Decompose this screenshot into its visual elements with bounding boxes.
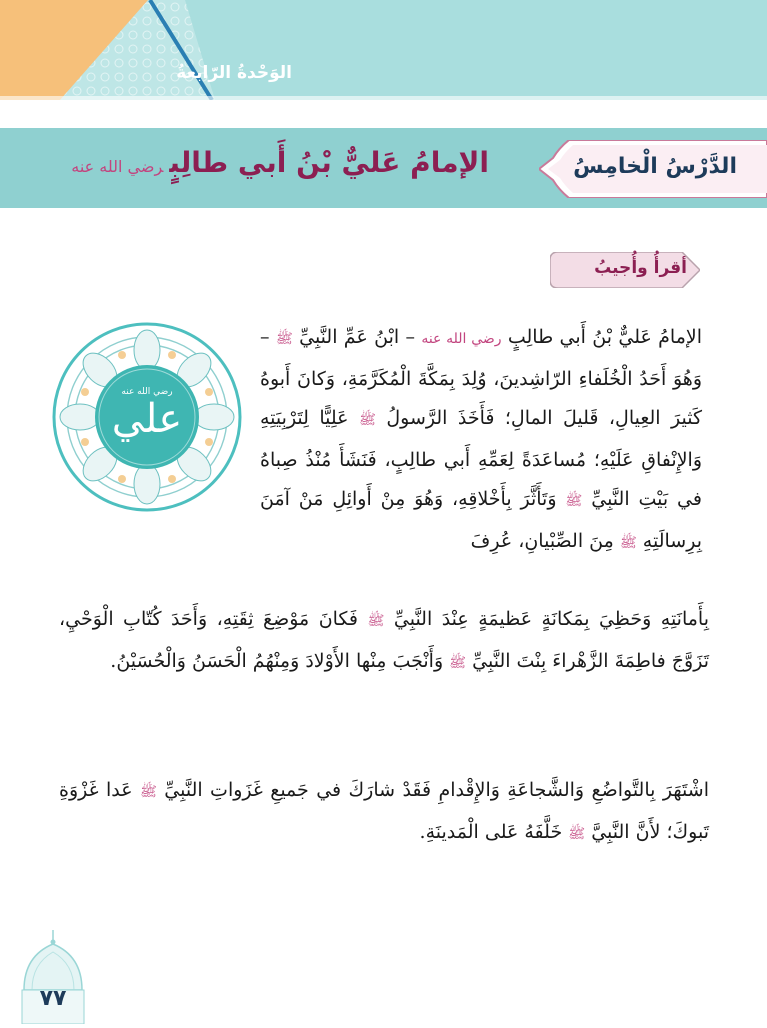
honorific-mark: ﷺ bbox=[565, 493, 583, 509]
honorific-mark: ﷺ bbox=[358, 412, 376, 428]
medallion-graphic bbox=[52, 322, 242, 512]
text-run: خَلَّفَهُ عَلى الْمَدينَةِ. bbox=[419, 820, 563, 843]
lesson-number: الدَّرْسُ الْخامِسُ bbox=[573, 154, 737, 179]
text-run: وَتَأَثَّرَ بِأَخْلاقِهِ، وَهُوَ مِنْ أَوائِلِ مَنْ آمَنَ بِرِسالَتِهِ bbox=[260, 488, 702, 552]
banner-ornament bbox=[0, 0, 767, 100]
name-medallion bbox=[52, 322, 242, 512]
paragraph-courage bbox=[59, 771, 709, 854]
text-run: اشْتَهَرَ بِالتَّواضُعِ وَالشَّجاعَةِ وَالإِقْدامِ فَقَدْ شارَكَ في جَميعِ غَزَواتِ النَّبِيِّ bbox=[164, 779, 709, 801]
text-run: – ابْنُ عَمِّ النَّبِيِّ bbox=[299, 326, 415, 348]
honorific-mark: ﷺ bbox=[367, 613, 385, 629]
text-run: وَأَنْجَبَ مِنْها الأَوْلادَ وَمِنْهُمُ الْحَسَنُ وَالْحُسَيْنُ. bbox=[110, 649, 444, 672]
section-label: أقرأُ وأُجيبُ bbox=[594, 258, 687, 278]
text-run: الإمامُ عَليٌّ بْنُ أَبي طالِبٍ bbox=[507, 326, 703, 348]
paragraph-intro bbox=[260, 318, 702, 563]
text-run: فَكانَ مَوْضِعَ ثِقَتِهِ، وَأَحَدَ كُتّابِ الْوَحْيِ، تَزَوَّجَ فاطِمَةَ الزَّهْراءَ بِنْتَ النَّبِيِّ bbox=[59, 608, 709, 672]
lesson-title-text: الإمامُ عَليٌّ بْنُ أَبي طالِبٍ bbox=[169, 146, 489, 179]
honorific-mark: ﷺ bbox=[619, 534, 637, 551]
top-banner bbox=[0, 0, 767, 100]
medallion-honorific: رضي الله عنه bbox=[121, 387, 173, 397]
paragraph-virtues bbox=[59, 600, 709, 683]
honorific-mark: رضي الله عنه bbox=[71, 157, 164, 176]
honorific-mark: ﷺ bbox=[139, 784, 157, 800]
text-run: بِأَمانَتِهِ وَحَظِيَ بِمَكانَةٍ عَظيمَةٍ عِنْدَ النَّبِيِّ bbox=[393, 608, 710, 630]
medallion-name: علي bbox=[111, 396, 183, 442]
lesson-title bbox=[71, 146, 489, 179]
honorific-mark: رضي الله عنه bbox=[421, 331, 502, 347]
honorific-mark: ﷺ bbox=[568, 825, 586, 842]
honorific-mark: ﷺ bbox=[449, 654, 467, 671]
text-run: – وَهُوَ أَحَدُ الْخُلَفاءِ الرّاشِدينَ، وُلِدَ بِمَكَّةَ الْمُكَرَّمَةِ، وَكانَ أَبوهُ كَثيرَ العِيالِ، قَليلَ المالِ؛ فَأَخَذَ الرَّسولُ bbox=[260, 326, 703, 429]
honorific-mark: ﷺ bbox=[275, 331, 293, 347]
unit-label: الوَحْدةُ الرّابعةُ bbox=[176, 63, 292, 83]
text-run: عَدا غَزْوَةِ تَبوكَ؛ لأَنَّ النَّبِيَّ bbox=[59, 779, 709, 843]
page-number: ٧٧ bbox=[39, 986, 67, 1011]
text-run: مِنَ الصِّبْيانِ، عُرِفَ bbox=[470, 529, 614, 552]
text-run: عَلِيًّا لِتَرْبِيَتِهِ وَالإِنْفاقِ عَلَيْهِ؛ مُساعَدَةً لِعَمِّهِ أَبي طالِبٍ، فَنَشَأَ مُنْذُ صِباهُ في بَيْتِ النَّبِيِّ bbox=[260, 407, 702, 510]
